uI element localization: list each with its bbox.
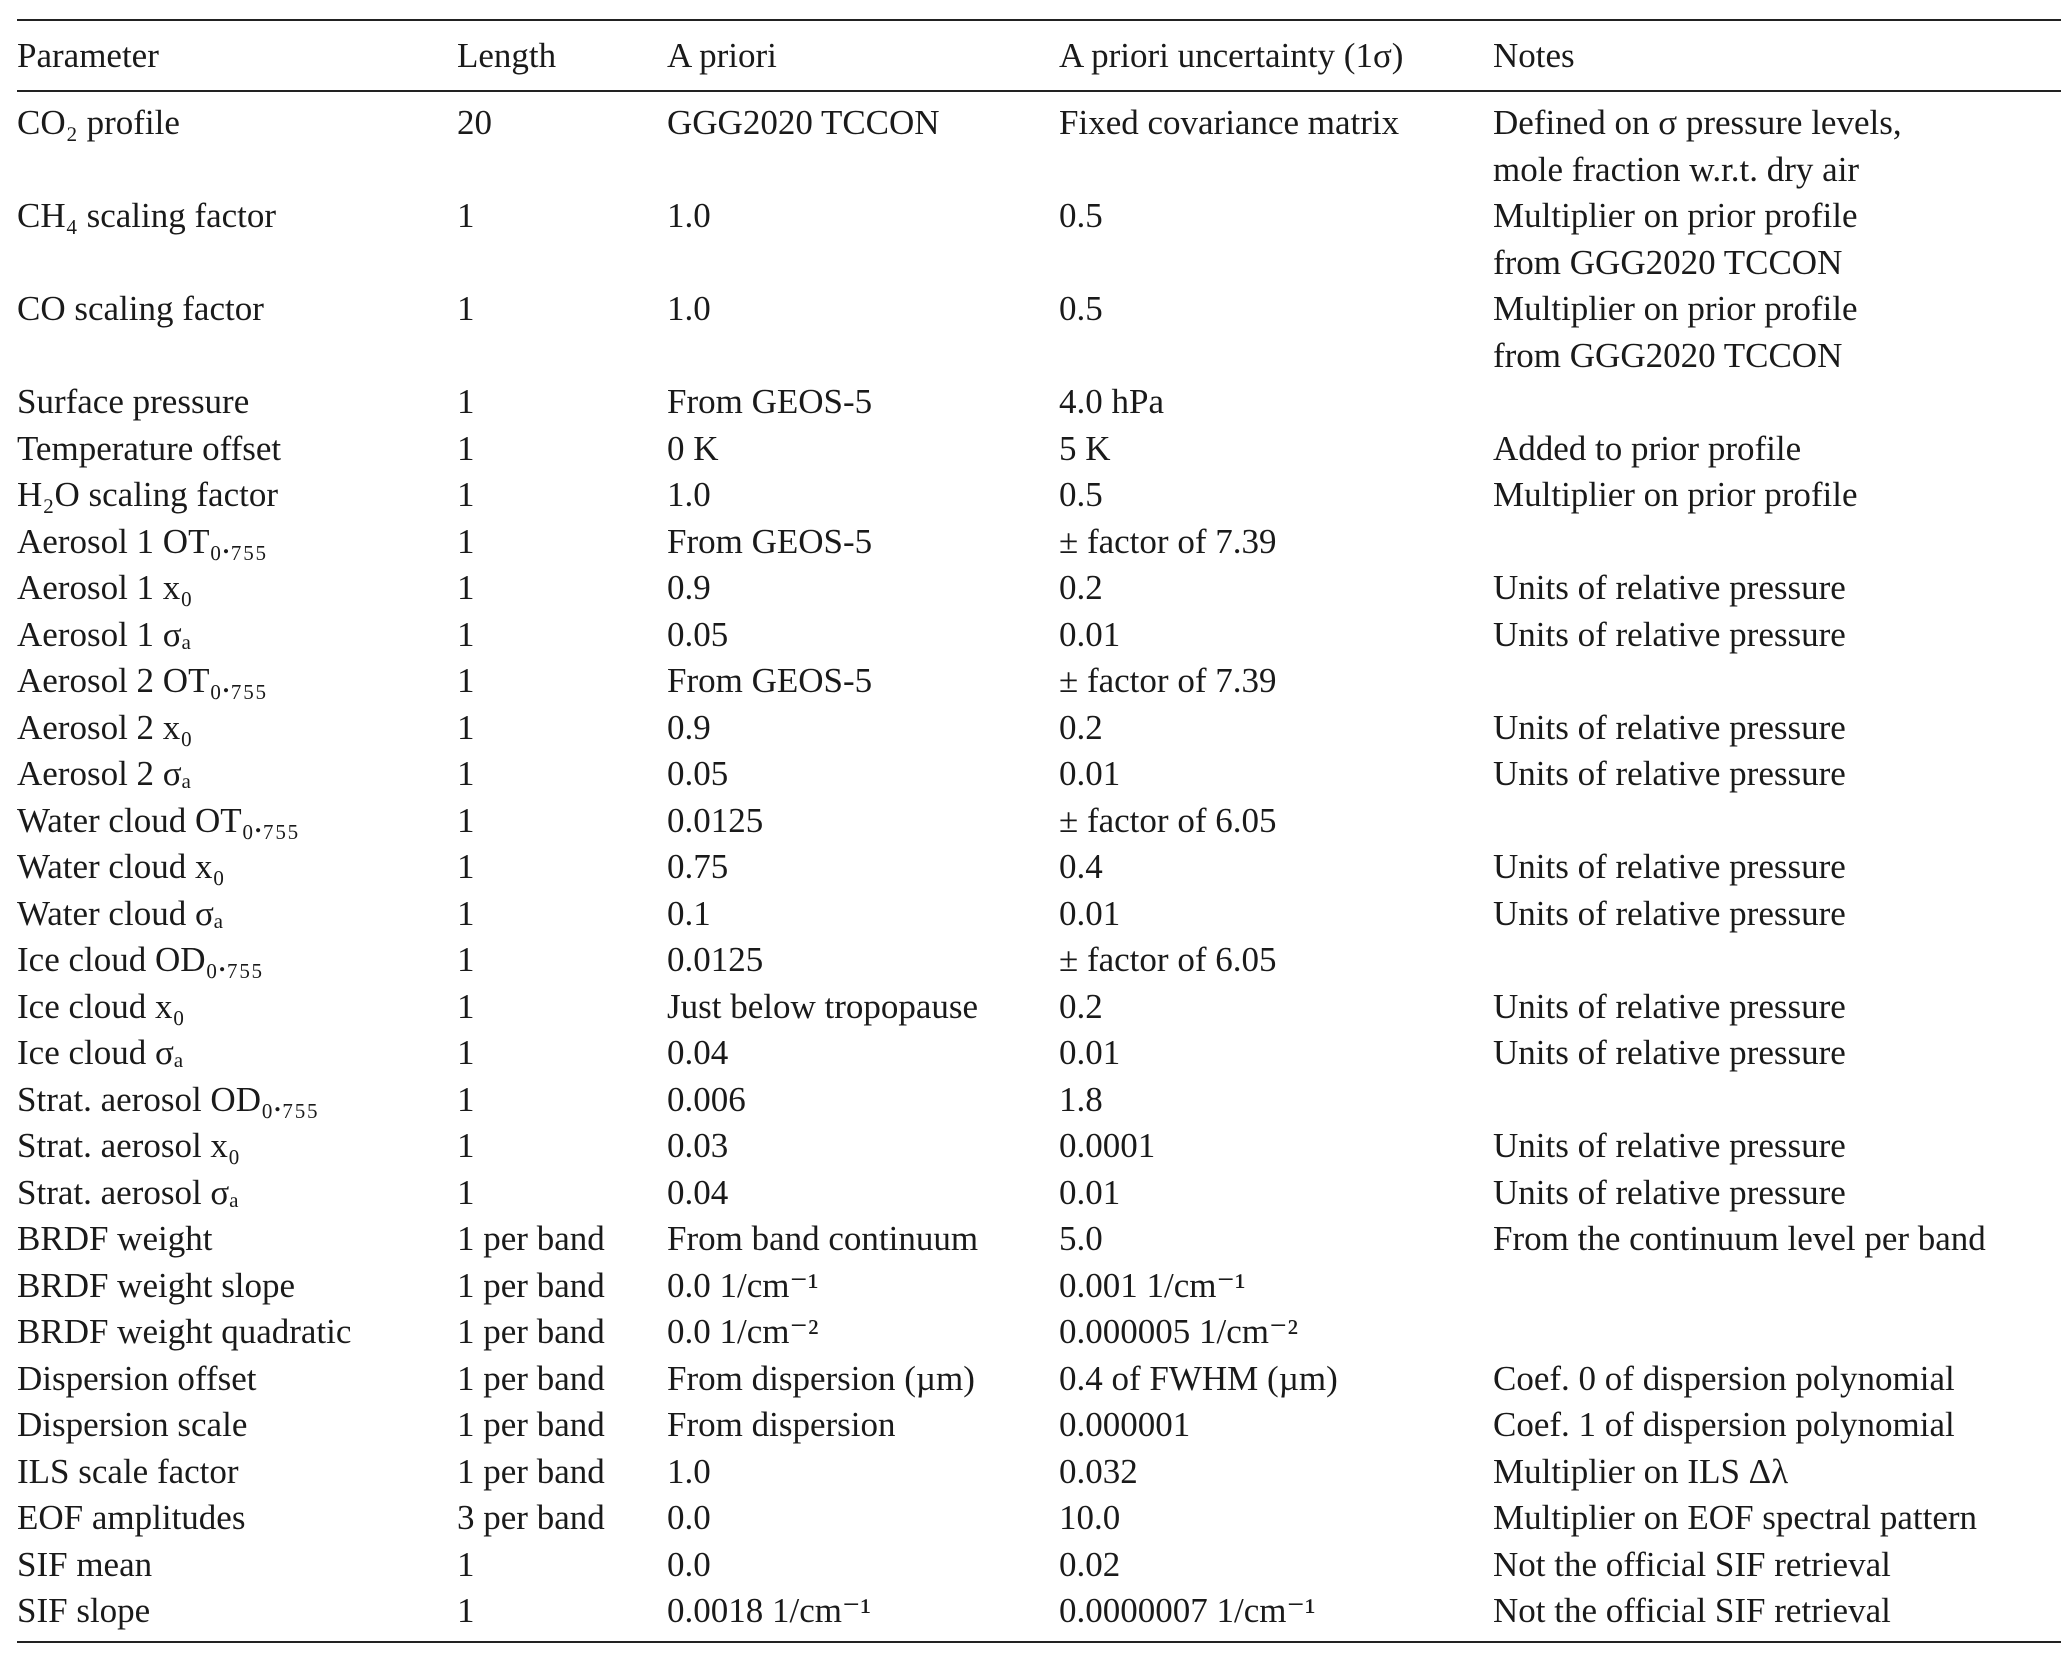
cell-length: 1 [457,1033,475,1072]
cell-length: 1 [457,428,475,468]
cell-notes [1493,426,2061,473]
parameter-table [17,19,2061,1643]
cell-parameter: Aerosol 1 OT₀.₇₅₅ [17,521,268,561]
cell-uncertainty: 0.01 [1059,893,1121,933]
cell-uncertainty: 0.000001 [1059,1405,1191,1444]
cell-length: 1 [457,1544,475,1584]
cell-notes [1493,751,2061,798]
cell-notes [1493,100,2061,193]
cell-apriori: 0.0018 1/cm⁻¹ [667,1591,871,1630]
table-header [17,20,2061,91]
cell-parameter: BRDF weight [17,1219,213,1258]
note-line: Coef. 1 of dispersion polynomial [1493,1405,1955,1444]
cell-apriori: 1.0 [667,1451,711,1491]
cell-uncertainty: 0.032 [1059,1451,1138,1491]
cell-parameter: Aerosol 1 x₀ [17,568,193,607]
cell-parameter: Dispersion offset [17,1358,257,1398]
cell-notes [1493,1170,2061,1217]
note-line: Units of relative pressure [1493,707,1846,747]
cell-uncertainty: 5 K [1059,428,1111,468]
cell-apriori: 0.0125 [667,800,764,840]
cell-notes [1493,1123,2061,1170]
table-row [17,1542,2061,1589]
cell-parameter: Ice cloud OD₀.₇₅₅ [17,940,264,979]
cell-notes [1493,193,2061,286]
cell-uncertainty: 0.2 [1059,986,1103,1026]
cell-parameter: EOF amplitudes [17,1498,246,1537]
cell-notes [1493,1449,2061,1496]
cell-parameter: Aerosol 1 σₐ [17,614,192,654]
cell-length: 1 [457,475,475,514]
cell-length: 1 [457,707,475,747]
cell-uncertainty: 0.5 [1059,475,1103,514]
note-line: mole fraction w.r.t. dry air [1493,149,1860,189]
cell-parameter: Aerosol 2 σₐ [17,754,192,793]
cell-length: 1 [457,568,475,607]
cell-uncertainty: 0.4 [1059,847,1103,886]
cell-parameter: SIF slope [17,1591,151,1630]
note-line: Not the official SIF retrieval [1493,1591,1891,1630]
table-row [17,1588,2061,1642]
cell-parameter: Surface pressure [17,382,250,421]
note-line: from GGG2020 TCCON [1493,242,1843,282]
cell-parameter: Ice cloud x₀ [17,986,185,1026]
cell-notes [1493,1356,2061,1403]
cell-apriori: 0.04 [667,1172,729,1212]
cell-notes [1493,286,2061,379]
table-row [17,1263,2061,1310]
note-line: Added to prior profile [1493,428,1802,468]
cell-length: 1 [457,754,475,793]
note-line: Multiplier on prior profile [1493,289,1858,328]
cell-uncertainty: 0.01 [1059,754,1121,793]
note-line: Multiplier on prior profile [1493,475,1858,514]
cell-length: 1 per band [457,1219,605,1258]
cell-length: 1 per band [457,1358,605,1398]
table-row [17,1170,2061,1217]
cell-parameter: Strat. aerosol x₀ [17,1126,241,1165]
cell-notes [1493,1542,2061,1589]
table-row [17,379,2061,426]
cell-uncertainty: 0.01 [1059,1033,1121,1072]
cell-apriori: Just below tropopause [667,986,979,1026]
cell-apriori: 0.1 [667,893,711,933]
cell-notes [1493,844,2061,891]
cell-uncertainty: 10.0 [1059,1498,1121,1537]
note-line: Units of relative pressure [1493,893,1846,933]
table-row [17,565,2061,612]
cell-notes [1493,612,2061,659]
cell-apriori: 0.0 1/cm⁻² [667,1312,819,1351]
table-row [17,1216,2061,1263]
table-row [17,1123,2061,1170]
cell-parameter: Dispersion scale [17,1405,248,1444]
cell-apriori: 0.0 1/cm⁻¹ [667,1265,819,1305]
cell-apriori: 1.0 [667,289,711,328]
cell-parameter: Ice cloud σₐ [17,1033,184,1072]
header-parameter: Parameter [17,36,159,75]
cell-notes [1493,984,2061,1031]
cell-uncertainty: ± factor of 7.39 [1059,521,1277,561]
cell-length: 1 [457,1126,475,1165]
header-uncertainty: A priori uncertainty (1σ) [1059,36,1404,75]
cell-length: 1 [457,940,475,979]
cell-apriori: From GEOS-5 [667,521,873,561]
cell-uncertainty: 0.0001 [1059,1126,1156,1165]
table-row [17,100,2061,193]
cell-parameter: Strat. aerosol OD₀.₇₅₅ [17,1079,319,1119]
cell-length: 1 [457,382,475,421]
cell-uncertainty: Fixed covariance matrix [1059,103,1400,142]
cell-length: 1 [457,289,475,328]
table-body [17,91,2061,1642]
table-row [17,984,2061,1031]
cell-apriori: 0.03 [667,1126,729,1165]
cell-apriori: 1.0 [667,196,711,235]
cell-length: 1 [457,847,475,886]
cell-apriori: 0.05 [667,754,729,793]
header-apriori: A priori [667,36,777,75]
cell-apriori: 0.05 [667,614,729,654]
cell-parameter: Strat. aerosol σₐ [17,1172,239,1212]
cell-uncertainty: ± factor of 6.05 [1059,940,1277,979]
cell-notes [1493,1495,2061,1542]
cell-uncertainty: 0.5 [1059,289,1103,328]
cell-uncertainty: 0.01 [1059,1172,1121,1212]
note-line: from GGG2020 TCCON [1493,335,1843,375]
cell-uncertainty: 5.0 [1059,1219,1103,1258]
table-row [17,1309,2061,1356]
table-row [17,751,2061,798]
cell-uncertainty: 0.5 [1059,196,1103,235]
note-line: Units of relative pressure [1493,754,1846,793]
cell-parameter: Water cloud σₐ [17,893,224,933]
cell-notes [1493,937,2061,984]
cell-parameter: Aerosol 2 x₀ [17,707,193,747]
cell-apriori: From dispersion [667,1405,896,1444]
cell-uncertainty: 4.0 hPa [1059,382,1164,421]
cell-parameter: Water cloud OT₀.₇₅₅ [17,800,300,840]
cell-apriori: 0.006 [667,1079,746,1119]
table-row [17,1356,2061,1403]
note-line: Units of relative pressure [1493,614,1846,654]
cell-apriori: 0.9 [667,568,711,607]
cell-parameter: CO₂ profile [17,103,180,142]
cell-length: 1 [457,196,475,235]
note-line: Coef. 0 of dispersion polynomial [1493,1358,1955,1398]
table-row [17,798,2061,845]
cell-apriori: 0.0125 [667,940,764,979]
cell-apriori: From GEOS-5 [667,382,873,421]
note-line: Multiplier on prior profile [1493,196,1858,235]
cell-length: 1 [457,661,475,700]
cell-notes [1493,658,2061,705]
cell-parameter: BRDF weight quadratic [17,1312,352,1351]
cell-apriori: 0 K [667,428,719,468]
table-row [17,1495,2061,1542]
cell-parameter: CO scaling factor [17,289,264,328]
cell-length: 1 [457,800,475,840]
table-row [17,1077,2061,1124]
table-row [17,519,2061,566]
cell-parameter: SIF mean [17,1544,153,1584]
table-row [17,426,2061,473]
note-line: Units of relative pressure [1493,1126,1846,1165]
note-line: Units of relative pressure [1493,1172,1846,1212]
table-row [17,472,2061,519]
cell-uncertainty: 0.0000007 1/cm⁻¹ [1059,1591,1316,1630]
cell-notes [1493,1077,2061,1124]
table-row [17,193,2061,286]
cell-length: 1 per band [457,1312,605,1351]
table-row [17,1030,2061,1077]
cell-length: 1 per band [457,1405,605,1444]
cell-notes [1493,472,2061,519]
cell-notes [1493,1263,2061,1310]
note-line: Defined on σ pressure levels, [1493,103,1902,142]
cell-parameter: ILS scale factor [17,1451,239,1491]
cell-apriori: 1.0 [667,475,711,514]
cell-length: 1 [457,893,475,933]
cell-parameter: Water cloud x₀ [17,847,225,886]
cell-notes [1493,1588,2061,1642]
note-line: Not the official SIF retrieval [1493,1544,1891,1584]
cell-uncertainty: 0.4 of FWHM (µm) [1059,1358,1338,1398]
cell-apriori: From band continuum [667,1219,979,1258]
cell-apriori: GGG2020 TCCON [667,103,940,142]
cell-length: 1 [457,1591,475,1630]
cell-notes [1493,519,2061,566]
note-line: Multiplier on ILS Δλ [1493,1451,1789,1491]
cell-length: 3 per band [457,1498,605,1537]
cell-notes [1493,798,2061,845]
table-row [17,937,2061,984]
cell-length: 1 [457,1079,475,1119]
cell-notes [1493,1309,2061,1356]
cell-apriori: 0.04 [667,1033,729,1072]
cell-uncertainty: ± factor of 7.39 [1059,661,1277,700]
table-row [17,891,2061,938]
note-line: Units of relative pressure [1493,1033,1846,1072]
table-row [17,612,2061,659]
cell-length: 1 per band [457,1265,605,1305]
cell-notes [1493,1216,2061,1263]
cell-parameter: Aerosol 2 OT₀.₇₅₅ [17,661,268,700]
cell-length: 1 [457,986,475,1026]
cell-length: 1 [457,1172,475,1212]
table-row [17,1449,2061,1496]
note-line: Units of relative pressure [1493,986,1846,1026]
cell-parameter: H₂O scaling factor [17,475,278,514]
cell-apriori: From dispersion (µm) [667,1358,975,1398]
cell-length: 1 [457,521,475,561]
cell-parameter: Temperature offset [17,428,282,468]
note-line: From the continuum level per band [1493,1219,1986,1258]
table-row [17,286,2061,379]
cell-length: 1 [457,614,475,654]
cell-notes [1493,1402,2061,1449]
cell-apriori: From GEOS-5 [667,661,873,700]
cell-uncertainty: 0.2 [1059,707,1103,747]
table-row [17,658,2061,705]
cell-uncertainty: 0.000005 1/cm⁻² [1059,1312,1298,1351]
table-row [17,1402,2061,1449]
cell-parameter: CH₄ scaling factor [17,196,277,235]
cell-length: 20 [457,103,492,142]
cell-parameter: BRDF weight slope [17,1265,296,1305]
cell-uncertainty: 1.8 [1059,1079,1103,1119]
header-notes: Notes [1493,36,1575,75]
header-spacer [17,91,2061,100]
cell-notes [1493,1030,2061,1077]
cell-apriori: 0.9 [667,707,711,747]
cell-apriori: 0.75 [667,847,729,886]
header-length: Length [457,36,557,75]
cell-notes [1493,565,2061,612]
note-line: Units of relative pressure [1493,568,1846,607]
cell-uncertainty: 0.02 [1059,1544,1121,1584]
table-row [17,844,2061,891]
cell-notes [1493,891,2061,938]
cell-notes [1493,379,2061,426]
cell-uncertainty: 0.001 1/cm⁻¹ [1059,1265,1246,1305]
cell-length: 1 per band [457,1451,605,1491]
note-line: Multiplier on EOF spectral pattern [1493,1498,1978,1537]
header-row [17,20,2061,91]
cell-uncertainty: 0.01 [1059,614,1121,654]
cell-apriori: 0.0 [667,1544,711,1584]
cell-uncertainty: 0.2 [1059,568,1103,607]
cell-notes [1493,705,2061,752]
note-line: Units of relative pressure [1493,847,1846,886]
cell-apriori: 0.0 [667,1498,711,1537]
cell-uncertainty: ± factor of 6.05 [1059,800,1277,840]
table-row [17,705,2061,752]
